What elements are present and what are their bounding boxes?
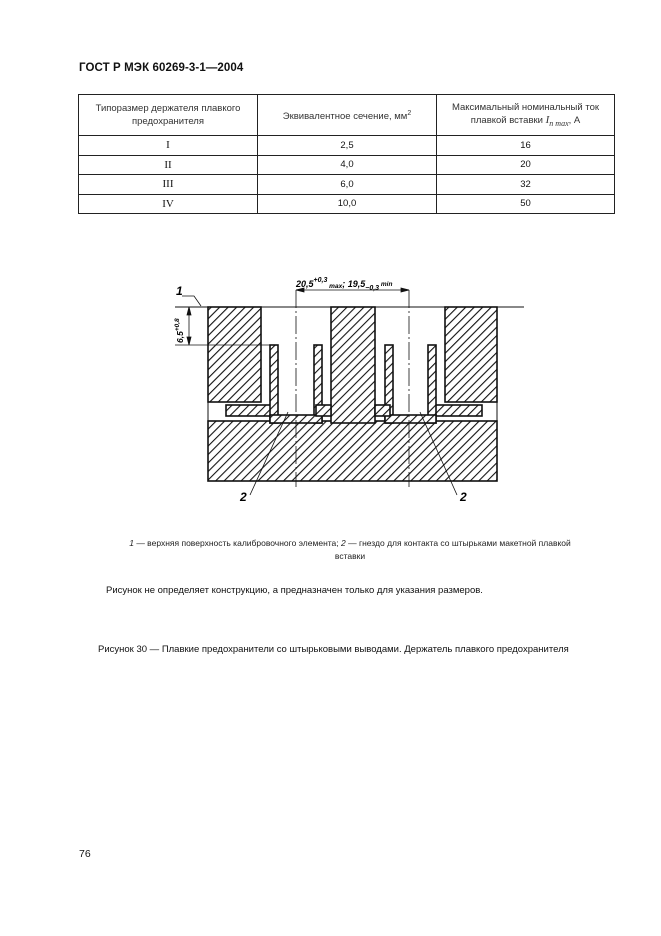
cell-current: 20 bbox=[437, 155, 615, 175]
header-current: Максимальный номинальный ток плавкой вставки $I_{n max}$, А bbox=[437, 95, 615, 136]
label-2-right: 2 bbox=[460, 490, 467, 504]
dimension-depth bbox=[187, 307, 191, 345]
table-row bbox=[79, 136, 615, 156]
table-row bbox=[79, 194, 615, 214]
cell-current: 32 bbox=[437, 175, 615, 195]
table-row bbox=[79, 175, 615, 195]
dimension-width-label: $20,5^{+0,3}$ max; $19,5_{-0,3}$ min bbox=[296, 277, 393, 292]
holder-body bbox=[208, 307, 497, 481]
figure-legend: 1 — верхняя поверхность калибровочного элемента; 2 — гнездо для контакта со штырьками макетной плавкой вставки bbox=[129, 538, 571, 561]
cell-section: 2,5 bbox=[258, 136, 437, 156]
figure-note: Рисунок не определяет конструкцию, а предназначен только для указания размеров. bbox=[106, 585, 483, 596]
header-section: Эквивалентное сечение, $мм^2$ bbox=[258, 95, 437, 136]
page-number: 76 bbox=[79, 848, 91, 860]
fuse-holder-drawing bbox=[160, 275, 540, 510]
dimension-depth-label: $6,5^{+0,8}$ bbox=[174, 318, 185, 343]
table-row bbox=[79, 155, 615, 175]
figure-caption: Рисунок 30 — Плавкие предохранители со штырьковыми выводами. Держатель плавкого предохранителя bbox=[98, 644, 569, 655]
cell-size: I bbox=[79, 136, 258, 156]
label-2-left: 2 bbox=[240, 490, 247, 504]
table-header-row bbox=[79, 95, 615, 136]
cell-size: IV bbox=[79, 194, 258, 214]
cell-section: 6,0 bbox=[258, 175, 437, 195]
cell-section: 10,0 bbox=[258, 194, 437, 214]
cell-section: 4,0 bbox=[258, 155, 437, 175]
label-1: 1 bbox=[176, 284, 183, 298]
cell-size: II bbox=[79, 155, 258, 175]
document-header: ГОСТ Р МЭК 60269-3-1—2004 bbox=[79, 62, 244, 74]
fuse-holder-table bbox=[78, 94, 615, 214]
cell-current: 50 bbox=[437, 194, 615, 214]
label-1-leader bbox=[182, 296, 201, 306]
header-size: Типоразмер держателя плавкого предохранителя bbox=[79, 95, 258, 136]
cell-size: III bbox=[79, 175, 258, 195]
cell-current: 16 bbox=[437, 136, 615, 156]
